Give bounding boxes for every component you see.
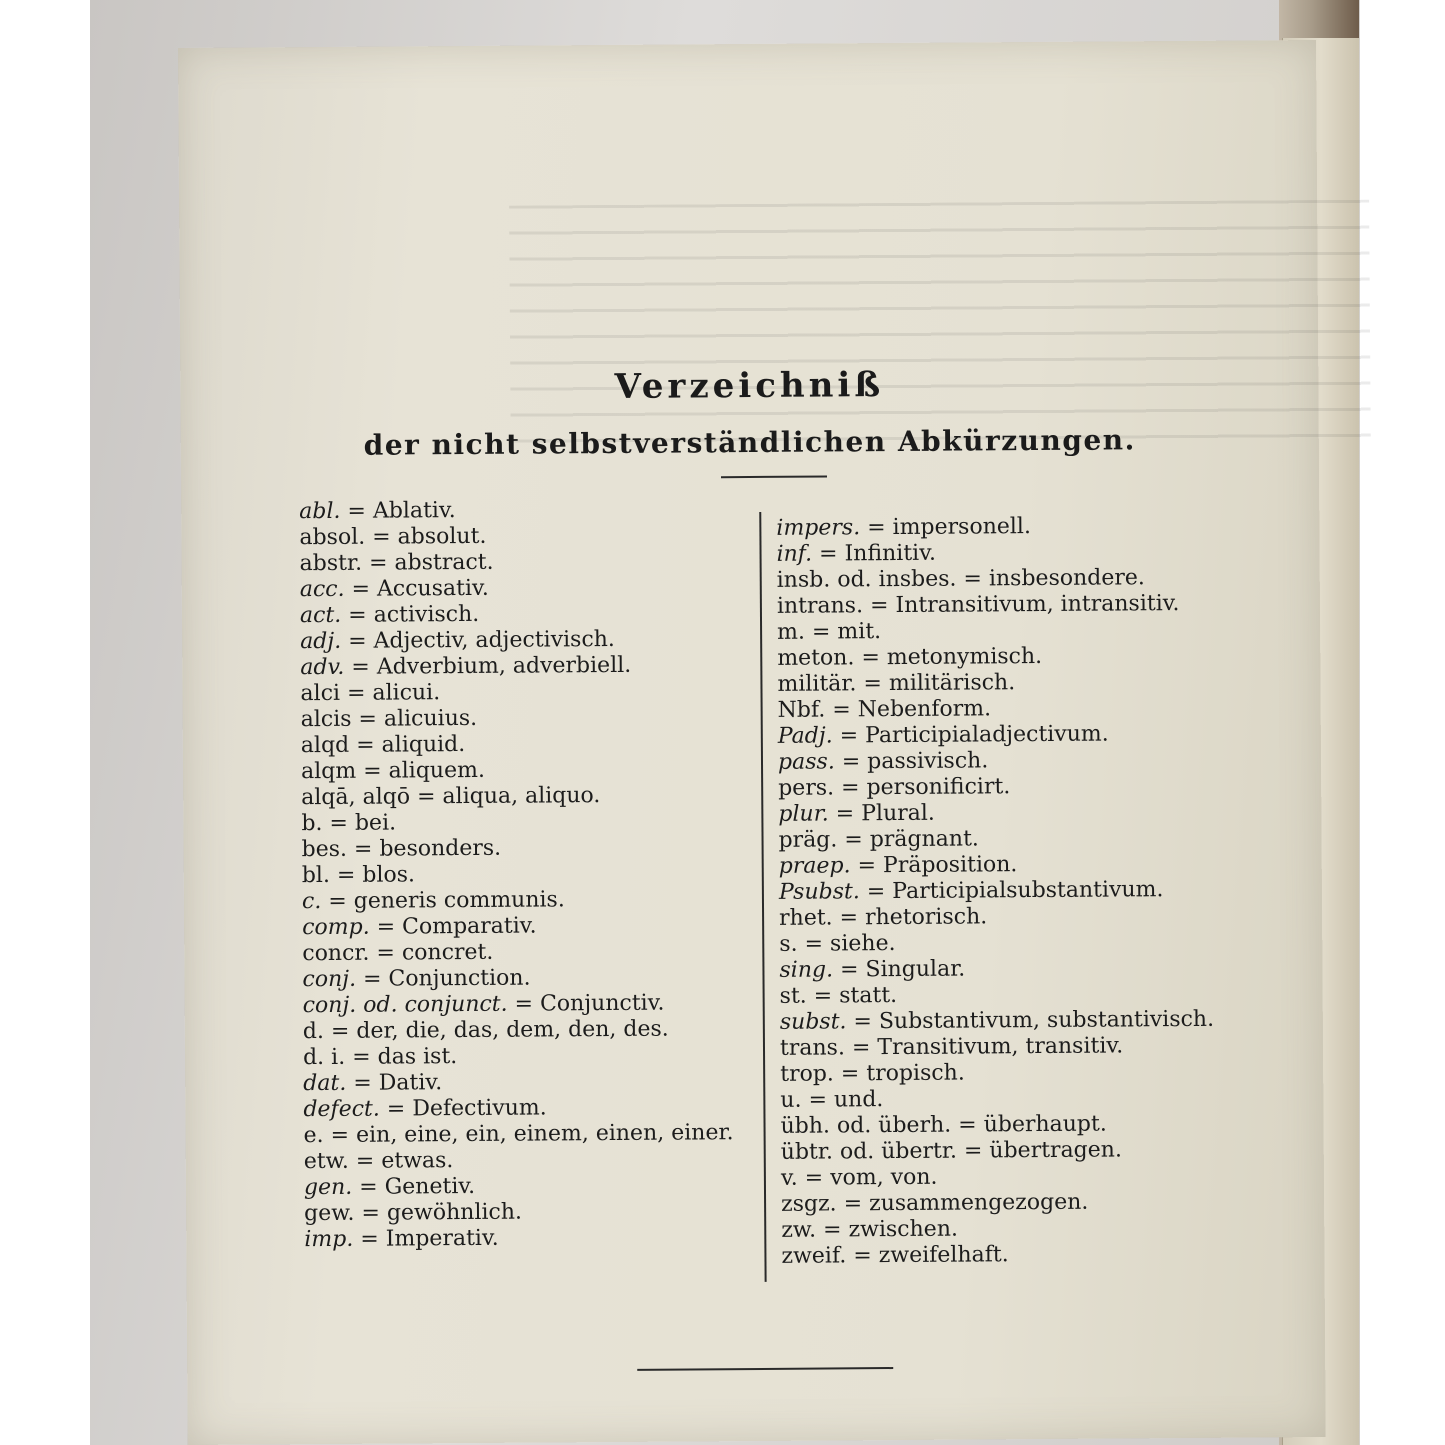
abbreviation-entry bbox=[779, 877, 1213, 906]
equals-sign: = bbox=[351, 654, 370, 680]
abbreviation-term: d. i. bbox=[302, 1044, 346, 1071]
abbreviation-meaning: Dativ. bbox=[378, 1070, 443, 1096]
abbreviation-entry bbox=[778, 799, 1212, 828]
equals-sign: = bbox=[347, 498, 366, 524]
abbreviation-entry bbox=[299, 496, 729, 525]
abbreviation-entry bbox=[300, 548, 730, 577]
abbreviation-term: bes. bbox=[301, 836, 348, 863]
abbreviation-entry bbox=[778, 721, 1212, 750]
equals-sign: = bbox=[355, 1148, 375, 1174]
abbreviation-list-right bbox=[776, 513, 1216, 1270]
abbreviation-meaning: Ablativ. bbox=[372, 498, 456, 524]
abbreviation-entry bbox=[777, 565, 1211, 594]
abbreviation-entry bbox=[780, 1111, 1214, 1140]
abbreviation-term: etw. bbox=[303, 1148, 349, 1175]
abbreviation-meaning: Conjunctiv. bbox=[539, 990, 665, 1017]
abbreviation-term: trans. bbox=[779, 1035, 846, 1061]
abbreviation-entry bbox=[779, 955, 1213, 984]
abbreviation-term: gen. bbox=[303, 1174, 353, 1201]
abbreviation-entry bbox=[779, 903, 1213, 932]
abbreviation-meaning: etwas. bbox=[381, 1148, 454, 1174]
abbreviation-meaning: metonymisch. bbox=[886, 643, 1043, 671]
abbreviation-term: alci bbox=[300, 680, 341, 707]
abbreviation-term: c. bbox=[301, 889, 322, 915]
abbreviation-meaning: mit. bbox=[837, 619, 882, 645]
abbreviation-term: sing. bbox=[779, 957, 834, 983]
abbreviation-meaning: Participialadjectivum. bbox=[864, 721, 1109, 749]
equals-sign: = bbox=[360, 1226, 379, 1252]
equals-sign: = bbox=[376, 914, 396, 940]
equals-sign: = bbox=[362, 966, 382, 992]
abbreviation-meaning: aliquem. bbox=[388, 757, 486, 784]
abbreviation-entry bbox=[300, 574, 730, 603]
abbreviation-term: insb. od. insbes. bbox=[776, 566, 957, 593]
abbreviation-entry bbox=[302, 938, 732, 967]
abbreviation-term: pass. bbox=[777, 749, 835, 775]
equals-sign: = bbox=[376, 940, 396, 966]
abbreviation-entry bbox=[300, 652, 730, 681]
abbreviation-meaning: Participialsubstantivum. bbox=[892, 877, 1164, 905]
abbreviation-entry bbox=[299, 522, 729, 551]
abbreviation-meaning: der, die, das, dem, den, des. bbox=[356, 1016, 669, 1044]
abbreviation-term: bl. bbox=[301, 862, 330, 889]
abbreviation-meaning: statt. bbox=[839, 983, 898, 1009]
abbreviation-meaning: Intransitivum, intransitiv. bbox=[895, 591, 1180, 619]
equals-sign: = bbox=[840, 1061, 860, 1087]
abbreviation-term: Nbf. bbox=[777, 697, 826, 723]
abbreviation-meaning: bei. bbox=[354, 810, 397, 836]
abbreviation-term: u. bbox=[780, 1087, 802, 1113]
abbreviation-term: alqā, alqō bbox=[301, 784, 411, 811]
abbreviation-entry bbox=[781, 1163, 1215, 1192]
abbreviation-meaning: Comparativ. bbox=[402, 913, 537, 940]
abbreviation-meaning: insbesondere. bbox=[988, 565, 1145, 592]
abbreviation-entry bbox=[780, 1085, 1214, 1114]
equals-sign: = bbox=[963, 566, 983, 592]
abbreviation-entry bbox=[301, 704, 731, 733]
bottom-divider bbox=[637, 1367, 893, 1371]
abbreviation-meaning: Imperativ. bbox=[385, 1225, 499, 1252]
equals-sign: = bbox=[822, 1217, 842, 1243]
equals-sign: = bbox=[368, 550, 388, 576]
abbreviation-term: dat. bbox=[303, 1070, 347, 1097]
abbreviation-term: impers. bbox=[776, 515, 861, 541]
abbreviation-meaning: abstract. bbox=[394, 549, 494, 576]
abbreviation-term: conj. bbox=[302, 966, 357, 993]
abbreviation-term: v. bbox=[780, 1165, 798, 1191]
abbreviation-meaning: Substantivum, substantivisch. bbox=[878, 1006, 1215, 1035]
abbreviation-entry bbox=[776, 513, 1210, 542]
equals-sign: = bbox=[861, 645, 880, 671]
abbreviation-entry bbox=[304, 1146, 734, 1175]
abbreviation-term: alqm bbox=[300, 758, 357, 785]
abbreviation-entry bbox=[781, 1189, 1215, 1218]
equals-sign: = bbox=[358, 706, 378, 732]
book-page bbox=[178, 40, 1326, 1445]
abbreviation-term: abstr. bbox=[299, 550, 363, 577]
abbreviation-meaning: besonders. bbox=[379, 835, 502, 862]
equals-sign: = bbox=[835, 801, 855, 827]
abbreviation-term: s. bbox=[779, 931, 798, 957]
abbreviation-meaning: vom, von. bbox=[830, 1164, 938, 1191]
abbreviation-term: zweif. bbox=[781, 1243, 847, 1269]
abbreviation-entry bbox=[303, 1068, 733, 1097]
abbreviation-term: abl. bbox=[299, 498, 341, 525]
abbreviation-entry bbox=[779, 929, 1213, 958]
abbreviation-meaning: Accusativ. bbox=[376, 575, 489, 602]
title-divider bbox=[721, 475, 827, 478]
equals-sign: = bbox=[352, 1044, 371, 1070]
equals-sign: = bbox=[353, 1070, 372, 1096]
abbreviation-term: adj. bbox=[300, 628, 342, 655]
abbreviation-term: subst. bbox=[779, 1009, 847, 1035]
equals-sign: = bbox=[329, 810, 349, 836]
abbreviation-entry bbox=[304, 1198, 734, 1227]
equals-sign: = bbox=[514, 991, 534, 1017]
abbreviation-meaning: militärisch. bbox=[888, 670, 1016, 697]
abbreviation-term: acc. bbox=[299, 576, 345, 603]
equals-sign: = bbox=[863, 671, 883, 697]
abbreviation-entry bbox=[777, 591, 1211, 620]
equals-sign: = bbox=[869, 593, 889, 619]
abbreviation-term: act. bbox=[299, 602, 342, 629]
equals-sign: = bbox=[336, 862, 356, 888]
abbreviation-term: defect. bbox=[303, 1096, 380, 1123]
abbreviation-entry bbox=[779, 851, 1213, 880]
abbreviation-term: imp. bbox=[304, 1226, 354, 1253]
abbreviation-term: übh. od. überh. bbox=[780, 1112, 952, 1139]
equals-sign: = bbox=[853, 1243, 872, 1269]
equals-sign: = bbox=[348, 602, 367, 628]
abbreviation-term: praep. bbox=[778, 853, 851, 879]
abbreviation-list-left bbox=[299, 496, 734, 1253]
equals-sign: = bbox=[359, 1174, 378, 1200]
abbreviation-meaning: Präposition. bbox=[882, 852, 1018, 879]
abbreviation-meaning: zusammengezogen. bbox=[868, 1189, 1089, 1217]
abbreviation-entry bbox=[303, 1094, 733, 1123]
abbreviation-entry bbox=[780, 981, 1214, 1010]
equals-sign: = bbox=[372, 524, 391, 550]
abbreviation-meaning: impersonell. bbox=[892, 514, 1032, 541]
abbreviation-term: e. bbox=[303, 1123, 324, 1149]
abbreviation-entry bbox=[302, 964, 732, 993]
abbreviation-meaning: prägnant. bbox=[869, 826, 979, 853]
equals-sign: = bbox=[328, 888, 347, 914]
abbreviation-meaning: Adjectiv, adjectivisch. bbox=[373, 626, 615, 654]
abbreviation-meaning: blos. bbox=[362, 862, 416, 888]
equals-sign: = bbox=[813, 983, 833, 1009]
abbreviation-meaning: überhaupt. bbox=[983, 1111, 1107, 1138]
abbreviation-entry bbox=[780, 1007, 1214, 1036]
abbreviation-meaning: Defectivum. bbox=[412, 1095, 547, 1122]
equals-sign: = bbox=[416, 784, 436, 810]
abbreviation-meaning: Adverbium, adverbiell. bbox=[376, 652, 632, 680]
equals-sign: = bbox=[804, 931, 824, 957]
abbreviation-meaning: zweifelhaft. bbox=[878, 1242, 1009, 1269]
equals-sign: = bbox=[853, 1009, 873, 1035]
abbreviation-entry bbox=[777, 643, 1211, 672]
abbreviation-term: inf. bbox=[776, 541, 813, 567]
column-divider bbox=[759, 512, 766, 1282]
abbreviation-term: übtr. od. übertr. bbox=[780, 1138, 958, 1165]
abbreviation-term: m. bbox=[777, 619, 806, 645]
bleed-through-text bbox=[509, 200, 1371, 456]
abbreviation-entry bbox=[781, 1241, 1215, 1270]
abbreviation-term: trop. bbox=[780, 1061, 834, 1087]
abbreviation-meaning: Plural. bbox=[861, 800, 935, 827]
abbreviation-term: alqd bbox=[300, 732, 350, 759]
equals-sign: = bbox=[361, 1200, 380, 1226]
abbreviation-entry bbox=[777, 669, 1211, 698]
abbreviation-entry bbox=[304, 1172, 734, 1201]
abbreviation-meaning: concret. bbox=[401, 939, 494, 966]
equals-sign: = bbox=[839, 905, 859, 931]
abbreviation-entry bbox=[300, 626, 730, 655]
abbreviation-meaning: Transitivum, transitiv. bbox=[877, 1033, 1124, 1061]
abbreviation-entry bbox=[302, 860, 732, 889]
abbreviation-term: Psubst. bbox=[778, 879, 860, 905]
equals-sign: = bbox=[819, 541, 838, 567]
abbreviation-meaning: ein, eine, ein, einem, einen, einer. bbox=[355, 1120, 734, 1148]
abbreviation-meaning: absolut. bbox=[397, 523, 487, 550]
abbreviation-entry bbox=[302, 834, 732, 863]
abbreviation-entry bbox=[776, 539, 1210, 568]
abbreviation-term: comp. bbox=[302, 914, 370, 941]
abbreviation-meaning: Conjunction. bbox=[388, 965, 531, 992]
equals-sign: = bbox=[808, 1087, 828, 1113]
equals-sign: = bbox=[841, 775, 860, 801]
abbreviation-term: b. bbox=[301, 811, 323, 837]
abbreviation-term: gew. bbox=[304, 1200, 355, 1227]
abbreviation-entry bbox=[301, 756, 731, 785]
abbreviation-entry bbox=[778, 773, 1212, 802]
abbreviation-term: st. bbox=[779, 983, 807, 1009]
abbreviation-entry bbox=[778, 747, 1212, 776]
equals-sign: = bbox=[804, 1165, 824, 1191]
equals-sign: = bbox=[839, 723, 859, 749]
abbreviation-entry bbox=[303, 1042, 733, 1071]
abbreviation-meaning: Singular. bbox=[865, 956, 966, 983]
abbreviation-entry bbox=[302, 912, 732, 941]
abbreviation-term: plur. bbox=[778, 801, 829, 827]
abbreviation-entry bbox=[304, 1120, 734, 1149]
equals-sign: = bbox=[330, 1122, 350, 1148]
abbreviation-meaning: gewöhnlich. bbox=[386, 1199, 523, 1226]
abbreviation-entry bbox=[778, 825, 1212, 854]
equals-sign: = bbox=[351, 576, 371, 602]
abbreviation-entry bbox=[301, 808, 731, 837]
abbreviation-term: präg. bbox=[778, 827, 838, 853]
equals-sign: = bbox=[386, 1096, 406, 1122]
equals-sign: = bbox=[363, 758, 382, 784]
abbreviation-term: alcis bbox=[300, 706, 352, 733]
abbreviation-entry bbox=[777, 617, 1211, 646]
equals-sign: = bbox=[356, 732, 375, 758]
abbreviation-entry bbox=[301, 730, 731, 759]
equals-sign: = bbox=[843, 1191, 863, 1217]
equals-sign: = bbox=[832, 697, 851, 723]
abbreviation-term: zw. bbox=[781, 1217, 817, 1243]
abbreviation-meaning: übertragen. bbox=[989, 1137, 1122, 1164]
abbreviation-meaning: Infinitiv. bbox=[844, 540, 937, 567]
equals-sign: = bbox=[348, 628, 367, 654]
abbreviation-term: meton. bbox=[777, 645, 855, 671]
abbreviation-meaning: Genetiv. bbox=[384, 1173, 476, 1200]
abbreviation-entry bbox=[781, 1137, 1215, 1166]
abbreviation-term: Padj. bbox=[777, 723, 833, 749]
abbreviation-entry bbox=[303, 1016, 733, 1045]
equals-sign: = bbox=[353, 836, 373, 862]
abbreviation-meaning: und. bbox=[833, 1087, 884, 1113]
abbreviation-entry bbox=[304, 1224, 734, 1253]
equals-sign: = bbox=[866, 879, 886, 905]
equals-sign: = bbox=[857, 853, 877, 879]
abbreviation-term: conj. od. conjunct. bbox=[302, 991, 508, 1019]
abbreviation-meaning: rhetorisch. bbox=[864, 904, 988, 931]
abbreviation-meaning: generis communis. bbox=[353, 887, 565, 914]
equals-sign: = bbox=[841, 749, 861, 775]
equals-sign: = bbox=[958, 1112, 977, 1138]
page-subtitle: der nicht selbstverständlichen Abkürzungen. bbox=[363, 423, 1136, 462]
equals-sign: = bbox=[867, 515, 886, 541]
abbreviation-term: pers. bbox=[778, 775, 835, 801]
abbreviation-meaning: aliquid. bbox=[381, 732, 466, 758]
abbreviation-term: militär. bbox=[777, 671, 857, 697]
abbreviation-meaning: siehe. bbox=[829, 931, 896, 957]
abbreviation-meaning: zwischen. bbox=[848, 1216, 959, 1243]
abbreviation-entry bbox=[302, 886, 732, 915]
abbreviation-entry bbox=[303, 990, 733, 1019]
abbreviation-entry bbox=[778, 695, 1212, 724]
abbreviation-meaning: tropisch. bbox=[866, 1060, 965, 1087]
abbreviation-meaning: Nebenform. bbox=[857, 696, 992, 723]
abbreviation-meaning: personificirt. bbox=[866, 774, 1011, 801]
equals-sign: = bbox=[963, 1138, 983, 1164]
abbreviation-entry bbox=[300, 600, 730, 629]
abbreviation-entry bbox=[301, 782, 731, 811]
abbreviation-entry bbox=[780, 1059, 1214, 1088]
abbreviation-term: zsgz. bbox=[781, 1191, 837, 1217]
abbreviation-meaning: alicui. bbox=[372, 680, 441, 706]
abbreviation-meaning: activisch. bbox=[373, 601, 480, 628]
abbreviation-entry bbox=[781, 1215, 1215, 1244]
abbreviation-meaning: alicuius. bbox=[383, 705, 478, 732]
equals-sign: = bbox=[839, 957, 859, 983]
abbreviation-meaning: passivisch. bbox=[867, 748, 989, 775]
abbreviation-term: d. bbox=[302, 1019, 325, 1045]
equals-sign: = bbox=[346, 680, 366, 706]
equals-sign: = bbox=[851, 1035, 871, 1061]
abbreviation-term: rhet. bbox=[779, 905, 833, 931]
equals-sign: = bbox=[330, 1018, 350, 1044]
abbreviation-term: concr. bbox=[302, 940, 370, 967]
page-title: Verzeichniß bbox=[614, 365, 885, 407]
abbreviation-term: intrans. bbox=[776, 593, 864, 619]
abbreviation-term: absol. bbox=[299, 524, 366, 551]
abbreviation-meaning: aliqua, aliquo. bbox=[442, 783, 601, 810]
abbreviation-entry bbox=[780, 1033, 1214, 1062]
equals-sign: = bbox=[844, 827, 863, 853]
abbreviation-entry bbox=[300, 678, 730, 707]
equals-sign: = bbox=[811, 619, 831, 645]
abbreviation-meaning: das ist. bbox=[377, 1044, 458, 1070]
abbreviation-term: adv. bbox=[300, 654, 345, 681]
